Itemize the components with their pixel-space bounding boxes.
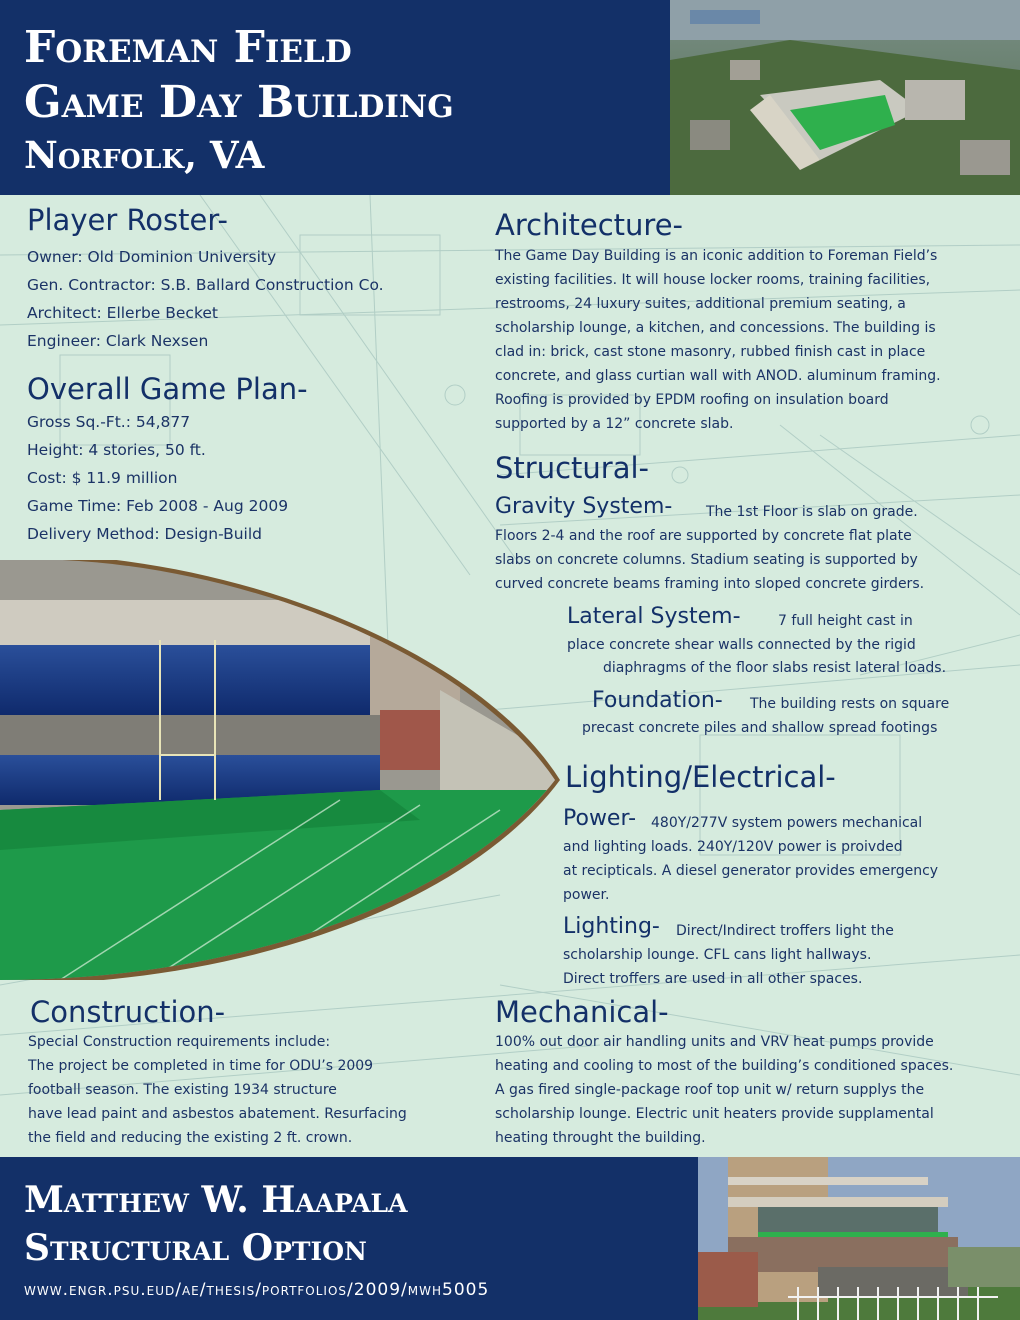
aerial-rendering-image	[670, 0, 1020, 195]
roster-architect: Architect: Ellerbe Becket	[27, 304, 218, 322]
option-label: Structural Option	[24, 1227, 367, 1269]
gravity-system-label: Gravity System-	[495, 494, 673, 519]
gravity-line: Floors 2-4 and the roof are supported by concrete flat plate	[495, 528, 912, 544]
lighting-electrical-heading: Lighting/Electrical-	[565, 760, 836, 794]
header-banner	[0, 0, 670, 195]
lateral-line: 7 full height cast in	[778, 613, 913, 629]
game-plan-area: Gross Sq.-Ft.: 54,877	[27, 413, 191, 431]
architecture-line: existing facilities. It will house locker rooms, training facilities,	[495, 272, 931, 288]
power-line: 480Y/277V system powers mechanical	[651, 815, 923, 831]
construction-line: The project be completed in time for ODU’s 2009	[28, 1058, 374, 1074]
lighting-label: Lighting-	[563, 914, 660, 939]
construction-heading: Construction-	[30, 995, 226, 1029]
construction-line: football season. The existing 1934 structure	[28, 1082, 337, 1098]
foundation-label: Foundation-	[592, 688, 723, 713]
roster-contractor: Gen. Contractor: S.B. Ballard Construction Co.	[27, 276, 384, 294]
structural-heading: Structural-	[495, 451, 649, 485]
architecture-line: scholarship lounge, a kitchen, and concessions. The building is	[495, 320, 936, 336]
lateral-line: place concrete shear walls connected by the rigid	[567, 637, 916, 653]
lighting-line: scholarship lounge. CFL cans light hallways.	[563, 947, 872, 963]
title-line-2: Game Day Building	[24, 77, 454, 128]
roster-engineer: Engineer: Clark Nexsen	[27, 332, 209, 350]
game-plan-delivery: Delivery Method: Design-Build	[27, 525, 263, 543]
gravity-line: curved concrete beams framing into sloped concrete girders.	[495, 576, 925, 592]
roster-owner: Owner: Old Dominion University	[27, 248, 277, 266]
lighting-line: Direct/Indirect troffers light the	[676, 923, 894, 939]
game-plan-schedule: Game Time: Feb 2008 - Aug 2009	[27, 497, 289, 515]
portfolio-link[interactable]: www.engr.psu.eud/ae/thesis/portfolios/2009/mwh5005	[24, 1280, 490, 1300]
mechanical-heading: Mechanical-	[495, 995, 669, 1029]
building-rendering-image	[698, 1157, 1020, 1320]
footer-banner	[0, 1157, 698, 1320]
foundation-line: The building rests on square	[750, 696, 950, 712]
mechanical-line: heating and cooling to most of the building’s conditioned spaces.	[495, 1058, 954, 1074]
gravity-line: The 1st Floor is slab on grade.	[706, 504, 918, 520]
mechanical-line: scholarship lounge. Electric unit heaters provide supplamental	[495, 1106, 934, 1122]
power-label: Power-	[563, 806, 637, 831]
gravity-line: slabs on concrete columns. Stadium seating is supported by	[495, 552, 918, 568]
stadium-rendering-image	[0, 560, 560, 980]
lighting-line: Direct troffers are used in all other spaces.	[563, 971, 863, 987]
power-line: and lighting loads. 240Y/120V power is proivded	[563, 839, 903, 855]
author-name: Matthew W. Haapala	[24, 1179, 408, 1221]
lateral-line: diaphragms of the floor slabs resist lateral loads.	[603, 660, 947, 676]
power-line: at recipticals. A diesel generator provides emergency	[563, 863, 939, 879]
architecture-line: restrooms, 24 luxury suites, additional premium seating, a	[495, 296, 906, 312]
foundation-line: precast concrete piles and shallow spread footings	[582, 720, 938, 736]
construction-line: have lead paint and asbestos abatement. Resurfacing	[28, 1106, 407, 1122]
mechanical-line: heating throught the building.	[495, 1130, 706, 1146]
construction-line: Special Construction requirements include:	[28, 1034, 331, 1050]
title-line-1: Foreman Field	[24, 22, 352, 73]
location: Norfolk, VA	[24, 133, 265, 177]
construction-line: the field and reducing the existing 2 ft. crown.	[28, 1130, 353, 1146]
architecture-line: concrete, and glass curtian wall with ANOD. aluminum framing.	[495, 368, 941, 384]
roster-heading: Player Roster-	[27, 203, 228, 237]
architecture-line: Roofing is provided by EPDM roofing on insulation board	[495, 392, 889, 408]
mechanical-line: 100% out door air handling units and VRV heat pumps provide	[495, 1034, 934, 1050]
architecture-line: The Game Day Building is an iconic addition to Foreman Field’s	[495, 248, 938, 264]
mechanical-line: A gas fired single-package roof top unit w/ return supplys the	[495, 1082, 925, 1098]
architecture-line: supported by a 12” concrete slab.	[495, 416, 734, 432]
architecture-heading: Architecture-	[495, 208, 684, 242]
architecture-line: clad in: brick, cast stone masonry, rubbed finish cast in place	[495, 344, 926, 360]
game-plan-cost: Cost: $ 11.9 million	[27, 469, 178, 487]
lateral-system-label: Lateral System-	[567, 604, 741, 629]
game-plan-height: Height: 4 stories, 50 ft.	[27, 441, 206, 459]
power-line: power.	[563, 887, 610, 903]
game-plan-heading: Overall Game Plan-	[27, 372, 308, 406]
